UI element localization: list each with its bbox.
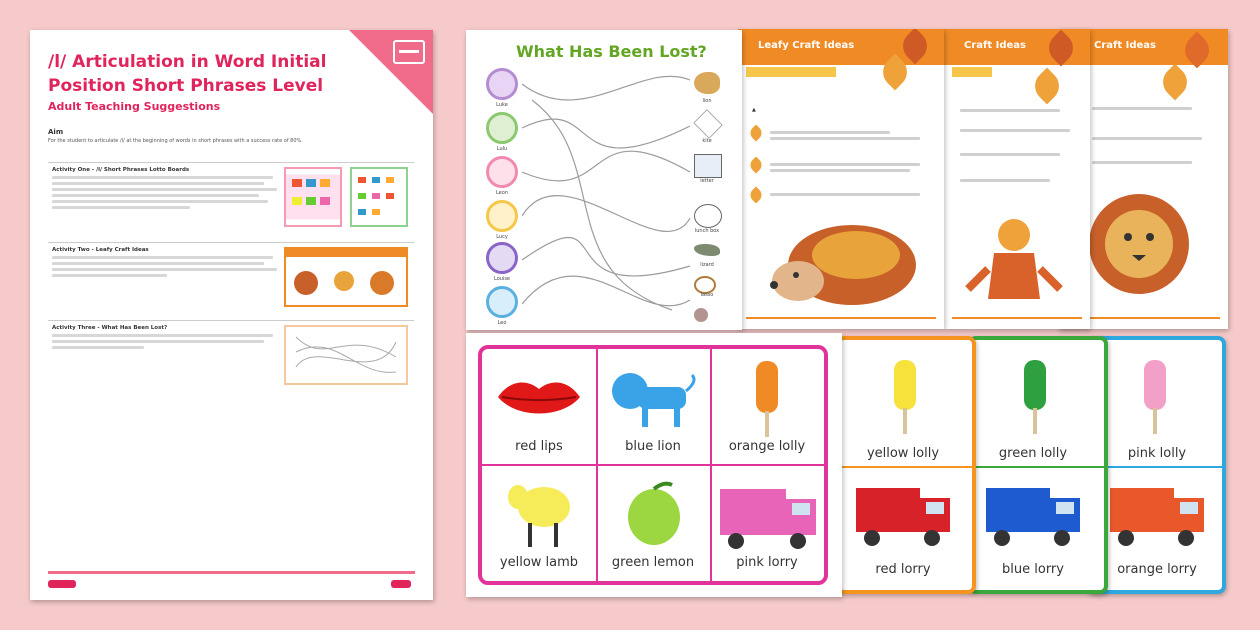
craft-page-2 xyxy=(944,29,1090,329)
tangled-lines xyxy=(522,70,692,330)
object-name: lizard xyxy=(700,262,714,268)
child-avatar xyxy=(486,200,518,232)
craft-title: Craft Ideas xyxy=(1094,40,1156,51)
object-name: lunch box xyxy=(694,228,720,234)
bingo-cell-label: pink lorry xyxy=(736,555,798,570)
red-lips-icon xyxy=(496,375,582,421)
craft-tag xyxy=(746,67,836,77)
orange-lolly-icon xyxy=(752,361,782,441)
leaf-person-icon xyxy=(964,209,1064,319)
footer-rule xyxy=(48,571,415,574)
bingo-cell-label: orange lorry xyxy=(1117,562,1197,577)
orange-lorry-icon xyxy=(1110,482,1206,552)
lotto-board-thumbnail-2 xyxy=(350,167,408,227)
lion-icon xyxy=(694,72,720,94)
pink-lolly-icon xyxy=(1140,360,1170,440)
bingo-cell-label: red lorry xyxy=(875,562,931,577)
object-name: lion xyxy=(702,98,712,104)
bingo-card-main xyxy=(466,333,842,597)
child-name: Leo xyxy=(497,320,507,326)
bingo-card-orange xyxy=(836,336,976,594)
bingo-cell-label: yellow lolly xyxy=(866,446,940,461)
bingo-cell-label: blue lion xyxy=(625,439,681,454)
child-avatar xyxy=(486,112,518,144)
child-name: Lucy xyxy=(496,234,508,240)
craft-title: Leafy Craft Ideas xyxy=(758,40,855,51)
adult-teaching-suggestions-sheet xyxy=(30,30,433,600)
document-subtitle: Adult Teaching Suggestions xyxy=(48,100,221,113)
bingo-cell-label: yellow lamb xyxy=(499,555,579,570)
activity-three xyxy=(48,320,414,395)
bingo-grid xyxy=(478,345,828,585)
yellow-lolly-icon xyxy=(890,360,920,440)
green-lemon-icon xyxy=(624,481,684,547)
lizard-icon xyxy=(694,244,720,256)
object-name: letter xyxy=(700,178,714,184)
what-has-been-lost-page xyxy=(466,30,742,330)
letter-icon xyxy=(694,154,722,178)
craft-thumbnail xyxy=(284,247,408,307)
child-avatar xyxy=(486,68,518,100)
lotto-board-thumbnail xyxy=(284,167,342,227)
bingo-cell-label: red lips xyxy=(515,439,563,454)
child-avatar xyxy=(486,156,518,188)
kite-icon xyxy=(693,109,722,138)
red-lorry-icon xyxy=(856,482,952,552)
aim-label: Aim xyxy=(48,128,64,136)
child-name: Luke xyxy=(496,102,508,108)
child-name: Louise xyxy=(494,276,510,282)
craft-title: Craft Ideas xyxy=(964,40,1026,51)
activity-two xyxy=(48,242,414,317)
pink-lorry-icon xyxy=(720,485,820,553)
activity-heading: Activity One - /l/ Short Phrases Lotto Boards xyxy=(52,167,190,173)
lion-mask-icon xyxy=(1084,189,1194,299)
lost-thumbnail xyxy=(284,325,408,385)
brand-logo-icon xyxy=(48,580,76,588)
child-avatar xyxy=(486,286,518,318)
object-name: kite xyxy=(702,138,712,144)
child-name: Lulu xyxy=(496,146,508,152)
object-name: lasso xyxy=(700,292,714,298)
brand-mark-icon xyxy=(391,580,411,588)
blue-lion-icon xyxy=(608,369,698,431)
activity-one xyxy=(48,162,414,237)
document-title: /l/ Articulation in Word Initial Position Short Phrases Level xyxy=(48,52,327,96)
green-lolly-icon xyxy=(1020,360,1050,440)
bingo-cell-label: green lolly xyxy=(998,446,1068,461)
yellow-lamb-icon xyxy=(504,477,574,553)
child-avatar xyxy=(486,242,518,274)
blue-lorry-icon xyxy=(986,482,1082,552)
locket-icon xyxy=(694,308,708,322)
bingo-card-green xyxy=(968,336,1108,594)
bingo-cell-label: pink lolly xyxy=(1127,446,1187,461)
craft-page-1: Leafy Craft Ideas ▲ xyxy=(738,29,944,329)
activity-heading: Activity Three - What Has Been Lost? xyxy=(52,325,168,331)
lost-title: What Has Been Lost? xyxy=(516,42,707,61)
hedgehog-icon xyxy=(760,209,920,309)
bingo-cell-label: blue lorry xyxy=(1002,562,1064,577)
aim-text: For the student to articulate /l/ at the beginning of words in short phrases with a success rate of 80%. xyxy=(48,138,303,144)
document-icon xyxy=(393,40,425,64)
bingo-cell-label: green lemon xyxy=(611,555,695,570)
bingo-cell-label: orange lolly xyxy=(728,439,806,454)
child-name: Leon xyxy=(495,190,508,196)
lunch-box-icon xyxy=(694,204,722,228)
activity-heading: Activity Two - Leafy Craft Ideas xyxy=(52,247,149,253)
